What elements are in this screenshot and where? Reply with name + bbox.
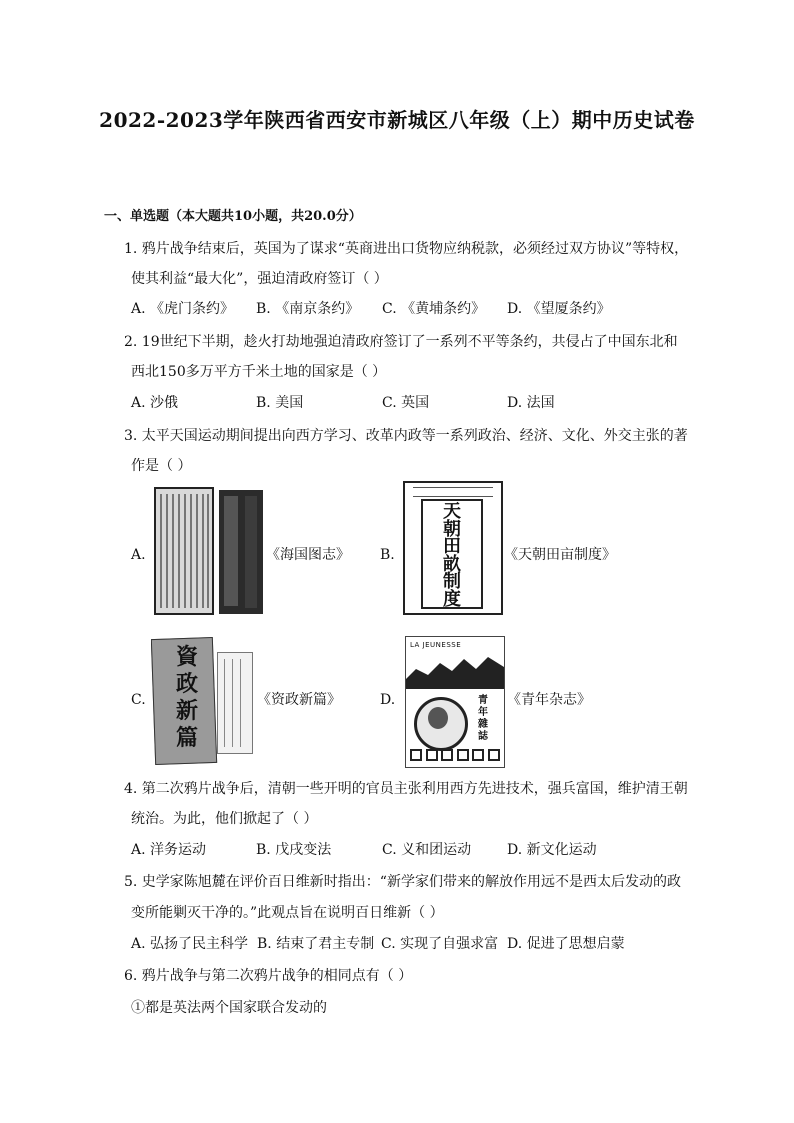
qingnian-zazhi-image bbox=[405, 636, 505, 768]
q1-option-a: A. 《虎门条约》 bbox=[131, 301, 235, 317]
zizheng-title-char: 新 bbox=[175, 698, 198, 724]
q5-stem-line2: 变所能剿灭干净的。”此观点旨在说明百日维新（ ） bbox=[131, 905, 444, 921]
q2-option-b: B. 美国 bbox=[256, 395, 304, 411]
q1-option-b: B. 《南京条约》 bbox=[256, 301, 360, 317]
q4-option-b: B. 戊戌变法 bbox=[256, 842, 332, 858]
q5-option-d: D. 促进了思想启蒙 bbox=[507, 936, 625, 952]
q4-stem-line1: 4. 第二次鸦片战争后，清朝一些开明的官员主张利用西方先进技术，强兵富国，维护清王朝 bbox=[124, 781, 688, 797]
zizheng-xinpian-image bbox=[151, 634, 255, 766]
haiguo-tuzhi-image bbox=[153, 486, 265, 616]
zizheng-title-char: 篇 bbox=[175, 725, 198, 751]
q6-stem-line1: 6. 鸦片战争与第二次鸦片战争的相同点有（ ） bbox=[124, 968, 413, 984]
tianchao-cover-image bbox=[403, 481, 503, 615]
q2-option-d: D. 法国 bbox=[507, 395, 555, 411]
q6-stem-line2: ①都是英法两个国家联合发动的 bbox=[131, 1000, 327, 1016]
q3-option-c-letter: C. bbox=[131, 692, 146, 708]
q1-options bbox=[131, 299, 611, 319]
q4-option-d: D. 新文化运动 bbox=[507, 842, 597, 858]
qingnian-cover-title bbox=[468, 695, 498, 743]
q3-option-b-caption: 《天朝田亩制度》 bbox=[504, 547, 616, 563]
q3-option-d-caption: 《青年杂志》 bbox=[507, 692, 591, 708]
q3-stem-line1: 3. 太平天国运动期间提出向西方学习、改革内政等一系列政治、经济、文化、外交主张的著 bbox=[124, 428, 688, 444]
zizheng-cover-title bbox=[171, 644, 203, 752]
q2-stem-line2: 西北150多万平方千米土地的国家是（ ） bbox=[131, 364, 387, 380]
q4-stem-line2: 统治。为此，他们掀起了（ ） bbox=[131, 811, 318, 827]
q1-option-c: C. 《黄埔条约》 bbox=[382, 301, 486, 317]
q5-stem-line1: 5. 史学家陈旭麓在评价百日维新时指出：“新学家们带来的解放作用远不是西太后发动的政 bbox=[124, 874, 681, 890]
q4-option-a: A. 洋务运动 bbox=[131, 842, 207, 858]
q5-options bbox=[131, 934, 625, 954]
q2-options bbox=[131, 393, 555, 413]
q5-option-c: C. 实现了自强求富 bbox=[381, 936, 499, 952]
q3-option-b-letter: B. bbox=[380, 547, 395, 563]
tianchao-title-char: 田 bbox=[443, 536, 461, 557]
q3-option-a-letter: A. bbox=[131, 547, 146, 563]
q3-stem-line2: 作是（ ） bbox=[131, 458, 192, 474]
q4-option-c: C. 义和团运动 bbox=[382, 842, 472, 858]
tianchao-title-char: 朝 bbox=[443, 518, 461, 540]
tianchao-title-char: 畝 bbox=[443, 553, 461, 575]
q5-option-a: A. 弘扬了民主科学 bbox=[131, 936, 249, 952]
q5-option-b: B. 结束了君主专制 bbox=[257, 936, 375, 952]
q2-option-c: C. 英国 bbox=[382, 395, 430, 411]
q3-option-a-caption: 《海国图志》 bbox=[266, 547, 350, 563]
qingnian-title-char: 青 bbox=[478, 695, 488, 706]
q3-option-c-caption: 《资政新篇》 bbox=[257, 692, 341, 708]
section-heading: 一、单选题（本大题共10小题，共20.0分） bbox=[104, 209, 362, 224]
qingnian-title-char: 年 bbox=[478, 707, 488, 718]
q1-option-d: D. 《望厦条约》 bbox=[507, 301, 611, 317]
qingnian-title-char: 誌 bbox=[478, 731, 488, 742]
zizheng-title-char: 資 bbox=[175, 644, 198, 670]
qingnian-masthead: LA JEUNESSE bbox=[410, 641, 462, 649]
tianchao-title-char: 度 bbox=[443, 588, 461, 610]
q3-option-d-letter: D. bbox=[380, 692, 396, 708]
tianchao-title-char: 制 bbox=[443, 571, 461, 592]
q1-stem-line2: 使其利益“最大化”，强迫清政府签订（ ） bbox=[131, 271, 388, 287]
q4-options bbox=[131, 840, 597, 860]
qingnian-title-char: 雜 bbox=[478, 719, 488, 730]
tianchao-cover-title bbox=[429, 503, 475, 608]
q2-stem-line1: 2. 19世纪下半期，趁火打劫地强迫清政府签订了一系列不平等条约，共侵占了中国东北和 bbox=[124, 334, 678, 350]
q2-option-a: A. 沙俄 bbox=[131, 395, 179, 411]
q1-stem-line1: 1. 鸦片战争结束后，英国为了谋求“英商进出口货物应纳税款，必须经过双方协议”等特权， bbox=[124, 241, 689, 257]
tianchao-title-char: 天 bbox=[443, 501, 461, 522]
exam-title: 2022-2023学年陕西省西安市新城区八年级（上）期中历史试卷 bbox=[99, 108, 695, 132]
zizheng-title-char: 政 bbox=[175, 671, 198, 697]
